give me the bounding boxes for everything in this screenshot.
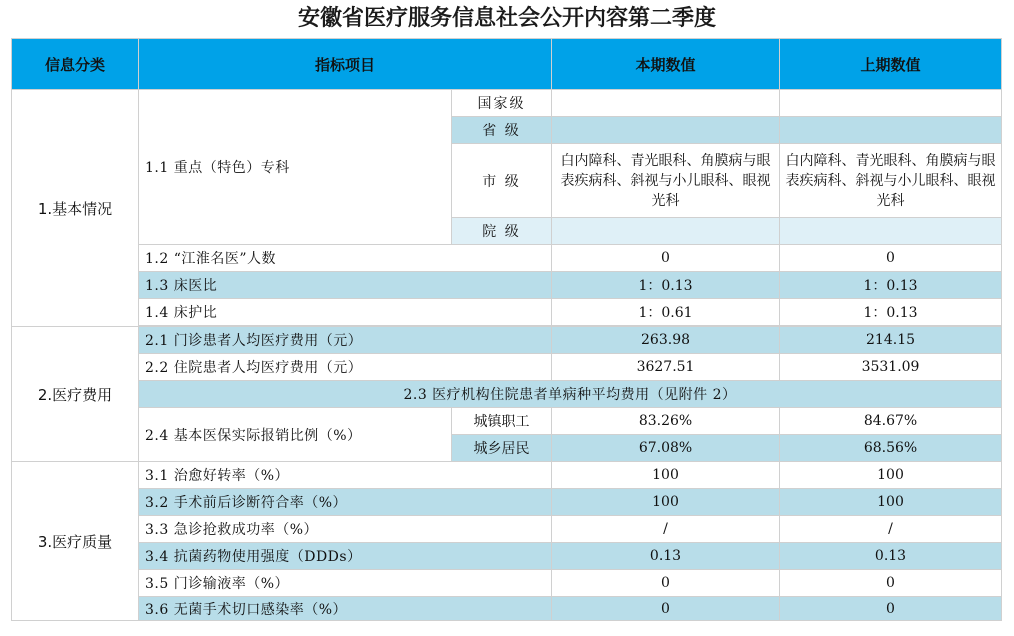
item-1-2: 1.2 “江淮名医”人数 [139,245,552,272]
value-current: 白内障科、青光眼科、角膜病与眼表疾病科、斜视与小儿眼科、眼视光科 [552,144,780,218]
table-row [12,354,1002,381]
table-row [12,381,1002,408]
header-category: 信息分类 [12,39,139,90]
value-previous: 1：0.13 [780,299,1002,326]
level-city: 市 级 [452,144,552,218]
level-national: 国家级 [452,90,552,117]
sub-urban-employee: 城镇职工 [452,408,552,435]
header-item: 指标项目 [139,39,552,90]
value-previous: 214.15 [780,327,1002,354]
sub-urban-rural-resident: 城乡居民 [452,435,552,462]
header-row [12,39,1002,90]
level-provincial: 省 级 [452,117,552,144]
value-current: 83.26% [552,408,780,435]
table-row [12,462,1002,489]
value-previous: 0 [780,245,1002,272]
value-previous: / [780,516,1002,543]
value-current: 100 [552,489,780,516]
value-current [552,90,780,117]
value-previous: 0 [780,597,1002,621]
value-previous: 68.56% [780,435,1002,462]
value-previous: 100 [780,489,1002,516]
header-current: 本期数值 [552,39,780,90]
item-1-4: 1.4 床护比 [139,299,552,326]
item-3-5: 3.5 门诊输液率（%） [139,570,552,597]
table-row [12,570,1002,597]
item-2-2: 2.2 住院患者人均医疗费用（元） [139,354,552,381]
table-row [12,90,1002,117]
value-previous: 0 [780,570,1002,597]
value-previous: 0.13 [780,543,1002,570]
category-basic: 1.基本情况 [12,90,139,327]
info-table [11,38,1002,621]
table-row [12,327,1002,354]
value-current [552,117,780,144]
value-current: 263.98 [552,327,780,354]
table-row [12,597,1002,621]
item-1-3: 1.3 床医比 [139,272,552,299]
level-hospital: 院 级 [452,218,552,245]
value-current: 1：0.61 [552,299,780,326]
table-row [12,272,1002,299]
value-previous [780,218,1002,245]
item-3-4: 3.4 抗菌药物使用强度（DDDs） [139,543,552,570]
item-3-6: 3.6 无菌手术切口感染率（%） [139,597,552,621]
item-3-2: 3.2 手术前后诊断符合率（%） [139,489,552,516]
table-row [12,408,1002,435]
header-previous: 上期数值 [780,39,1002,90]
value-previous: 84.67% [780,408,1002,435]
item-1-1: 1.1 重点（特色）专科 [139,90,452,245]
value-previous: 3531.09 [780,354,1002,381]
value-previous: 100 [780,462,1002,489]
value-previous: 1：0.13 [780,272,1002,299]
item-2-1: 2.1 门诊患者人均医疗费用（元） [139,327,552,354]
value-current [552,218,780,245]
page-title: 安徽省医疗服务信息社会公开内容第二季度 [297,6,716,31]
value-current: 0 [552,570,780,597]
category-quality: 3.医疗质量 [12,462,139,621]
item-3-3: 3.3 急诊抢救成功率（%） [139,516,552,543]
table-row [12,489,1002,516]
value-previous [780,90,1002,117]
value-current: 0.13 [552,543,780,570]
value-previous [780,117,1002,144]
value-current: 3627.51 [552,354,780,381]
value-current: 1：0.13 [552,272,780,299]
table-row [12,245,1002,272]
item-2-4: 2.4 基本医保实际报销比例（%） [139,408,452,462]
table-row [12,299,1002,326]
table-row [12,516,1002,543]
table-row [12,543,1002,570]
value-previous: 白内障科、青光眼科、角膜病与眼表疾病科、斜视与小儿眼科、眼视光科 [780,144,1002,218]
value-current: / [552,516,780,543]
category-cost: 2.医疗费用 [12,327,139,462]
value-current: 100 [552,462,780,489]
value-current: 0 [552,245,780,272]
item-2-3: 2.3 医疗机构住院患者单病种平均费用（见附件 2） [139,381,1002,408]
value-current: 67.08% [552,435,780,462]
item-3-1: 3.1 治愈好转率（%） [139,462,552,489]
value-current: 0 [552,597,780,621]
